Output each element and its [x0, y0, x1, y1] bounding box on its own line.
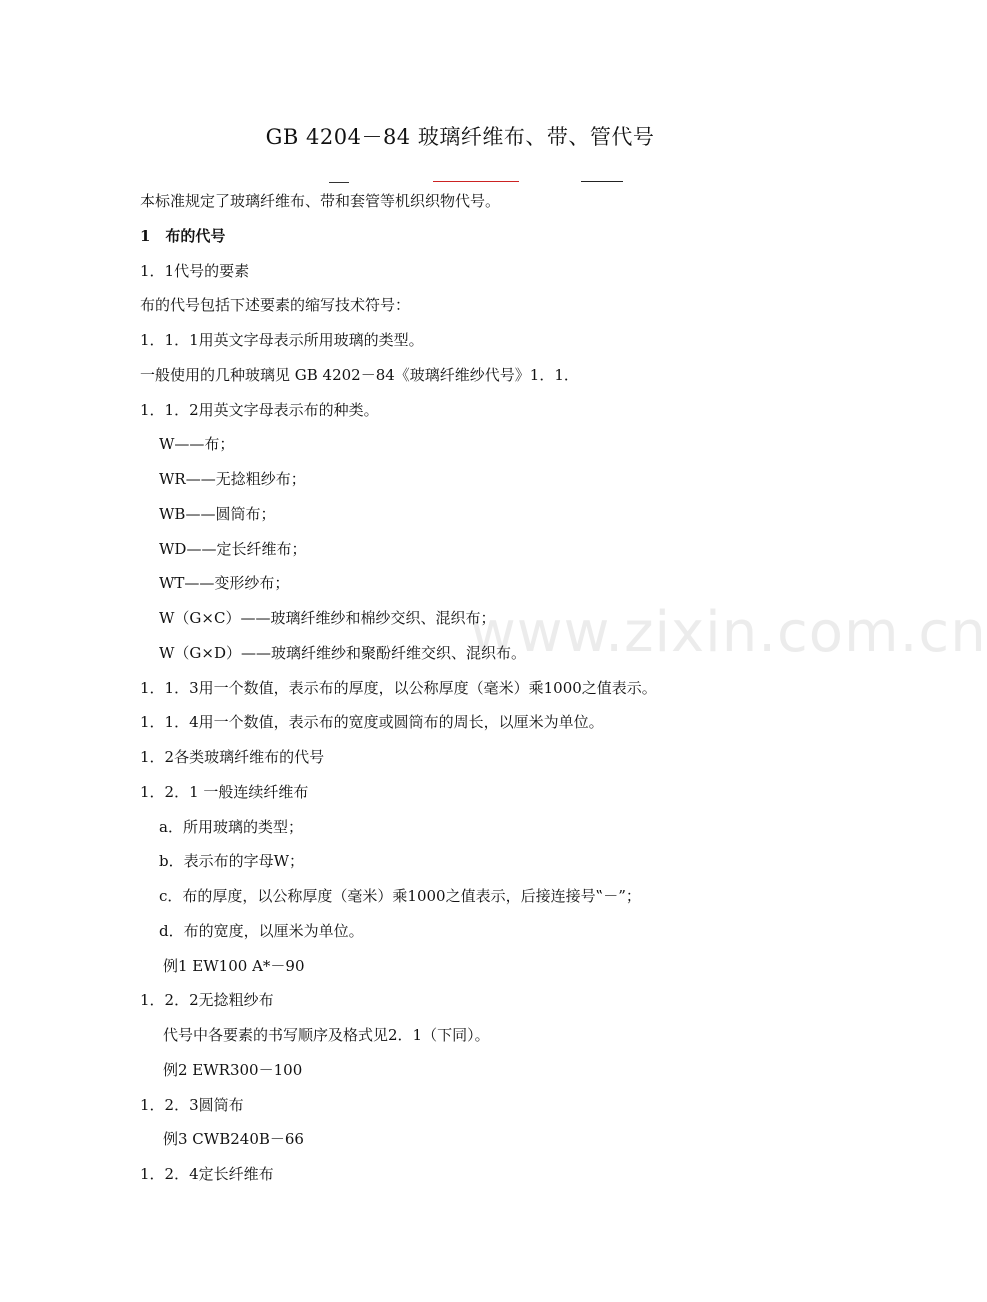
- list-item: WD——定长纤维布；: [159, 540, 307, 558]
- heading-1-2: 1．2各类玻璃纤维布的代号: [140, 748, 325, 766]
- document-title: GB 4204－84 玻璃纤维布、带、管代号: [265, 125, 655, 149]
- list-item: W（G×C）——玻璃纤维纱和棉纱交织、混织布；: [159, 609, 496, 627]
- intro-paragraph: 本标准规定了玻璃纤维布、带和套管等机织织物代号。: [140, 192, 501, 210]
- list-item: WR——无捻粗纱布；: [159, 470, 306, 488]
- paragraph: 代号中各要素的书写顺序及格式见2．1（下同）。: [163, 1026, 490, 1044]
- example: 例3 CWB240B－66: [163, 1130, 304, 1148]
- clause-1-1-2: 1．1．2用英文字母表示布的种类。: [140, 401, 379, 419]
- list-item: WT——变形纱布；: [159, 574, 290, 592]
- heading-1-1: 1．1代号的要素: [140, 262, 250, 280]
- clause-1-2-2: 1．2．2无捻粗纱布: [140, 991, 274, 1009]
- clause-1-1-3: 1．1．3用一个数值，表示布的厚度，以公称厚度（毫米）乘1000之值表示。: [140, 679, 657, 697]
- list-item: W（G×D）——玻璃纤维纱和聚酚纤维交织、混织布。: [159, 644, 526, 662]
- list-item: c．布的厚度，以公称厚度（毫米）乘1000之值表示，后接连接号‟－”；: [159, 887, 641, 905]
- watermark: www.zixin.com.cn: [470, 600, 987, 665]
- header-rule-right: [581, 181, 623, 182]
- list-item: WB——圆筒布；: [159, 505, 276, 523]
- list-item: W——布；: [159, 435, 235, 453]
- example: 例2 EWR300－100: [163, 1061, 303, 1079]
- list-item: a．所用玻璃的类型；: [159, 818, 303, 836]
- clause-1-1-4: 1．1．4用一个数值，表示布的宽度或圆筒布的周长，以厘米为单位。: [140, 713, 604, 731]
- clause-1-2-4: 1．2．4定长纤维布: [140, 1165, 274, 1183]
- list-item: d．布的宽度，以厘米为单位。: [159, 922, 364, 940]
- header-rule-center: [433, 181, 519, 182]
- header-rule-left: [329, 182, 349, 183]
- clause-1-2-3: 1．2．3圆筒布: [140, 1096, 244, 1114]
- list-item: b．表示布的字母W；: [159, 852, 305, 870]
- paragraph: 一般使用的几种玻璃见 GB 4202－84《玻璃纤维纱代号》1．1．: [140, 366, 579, 384]
- clause-1-1-1: 1．1．1用英文字母表示所用玻璃的类型。: [140, 331, 424, 349]
- section-heading-1: 1 布的代号: [140, 227, 226, 245]
- example: 例1 EW100 A*－90: [163, 957, 305, 975]
- paragraph: 布的代号包括下述要素的缩写技术符号：: [140, 296, 411, 314]
- clause-1-2-1: 1．2．1 一般连续纤维布: [140, 783, 309, 801]
